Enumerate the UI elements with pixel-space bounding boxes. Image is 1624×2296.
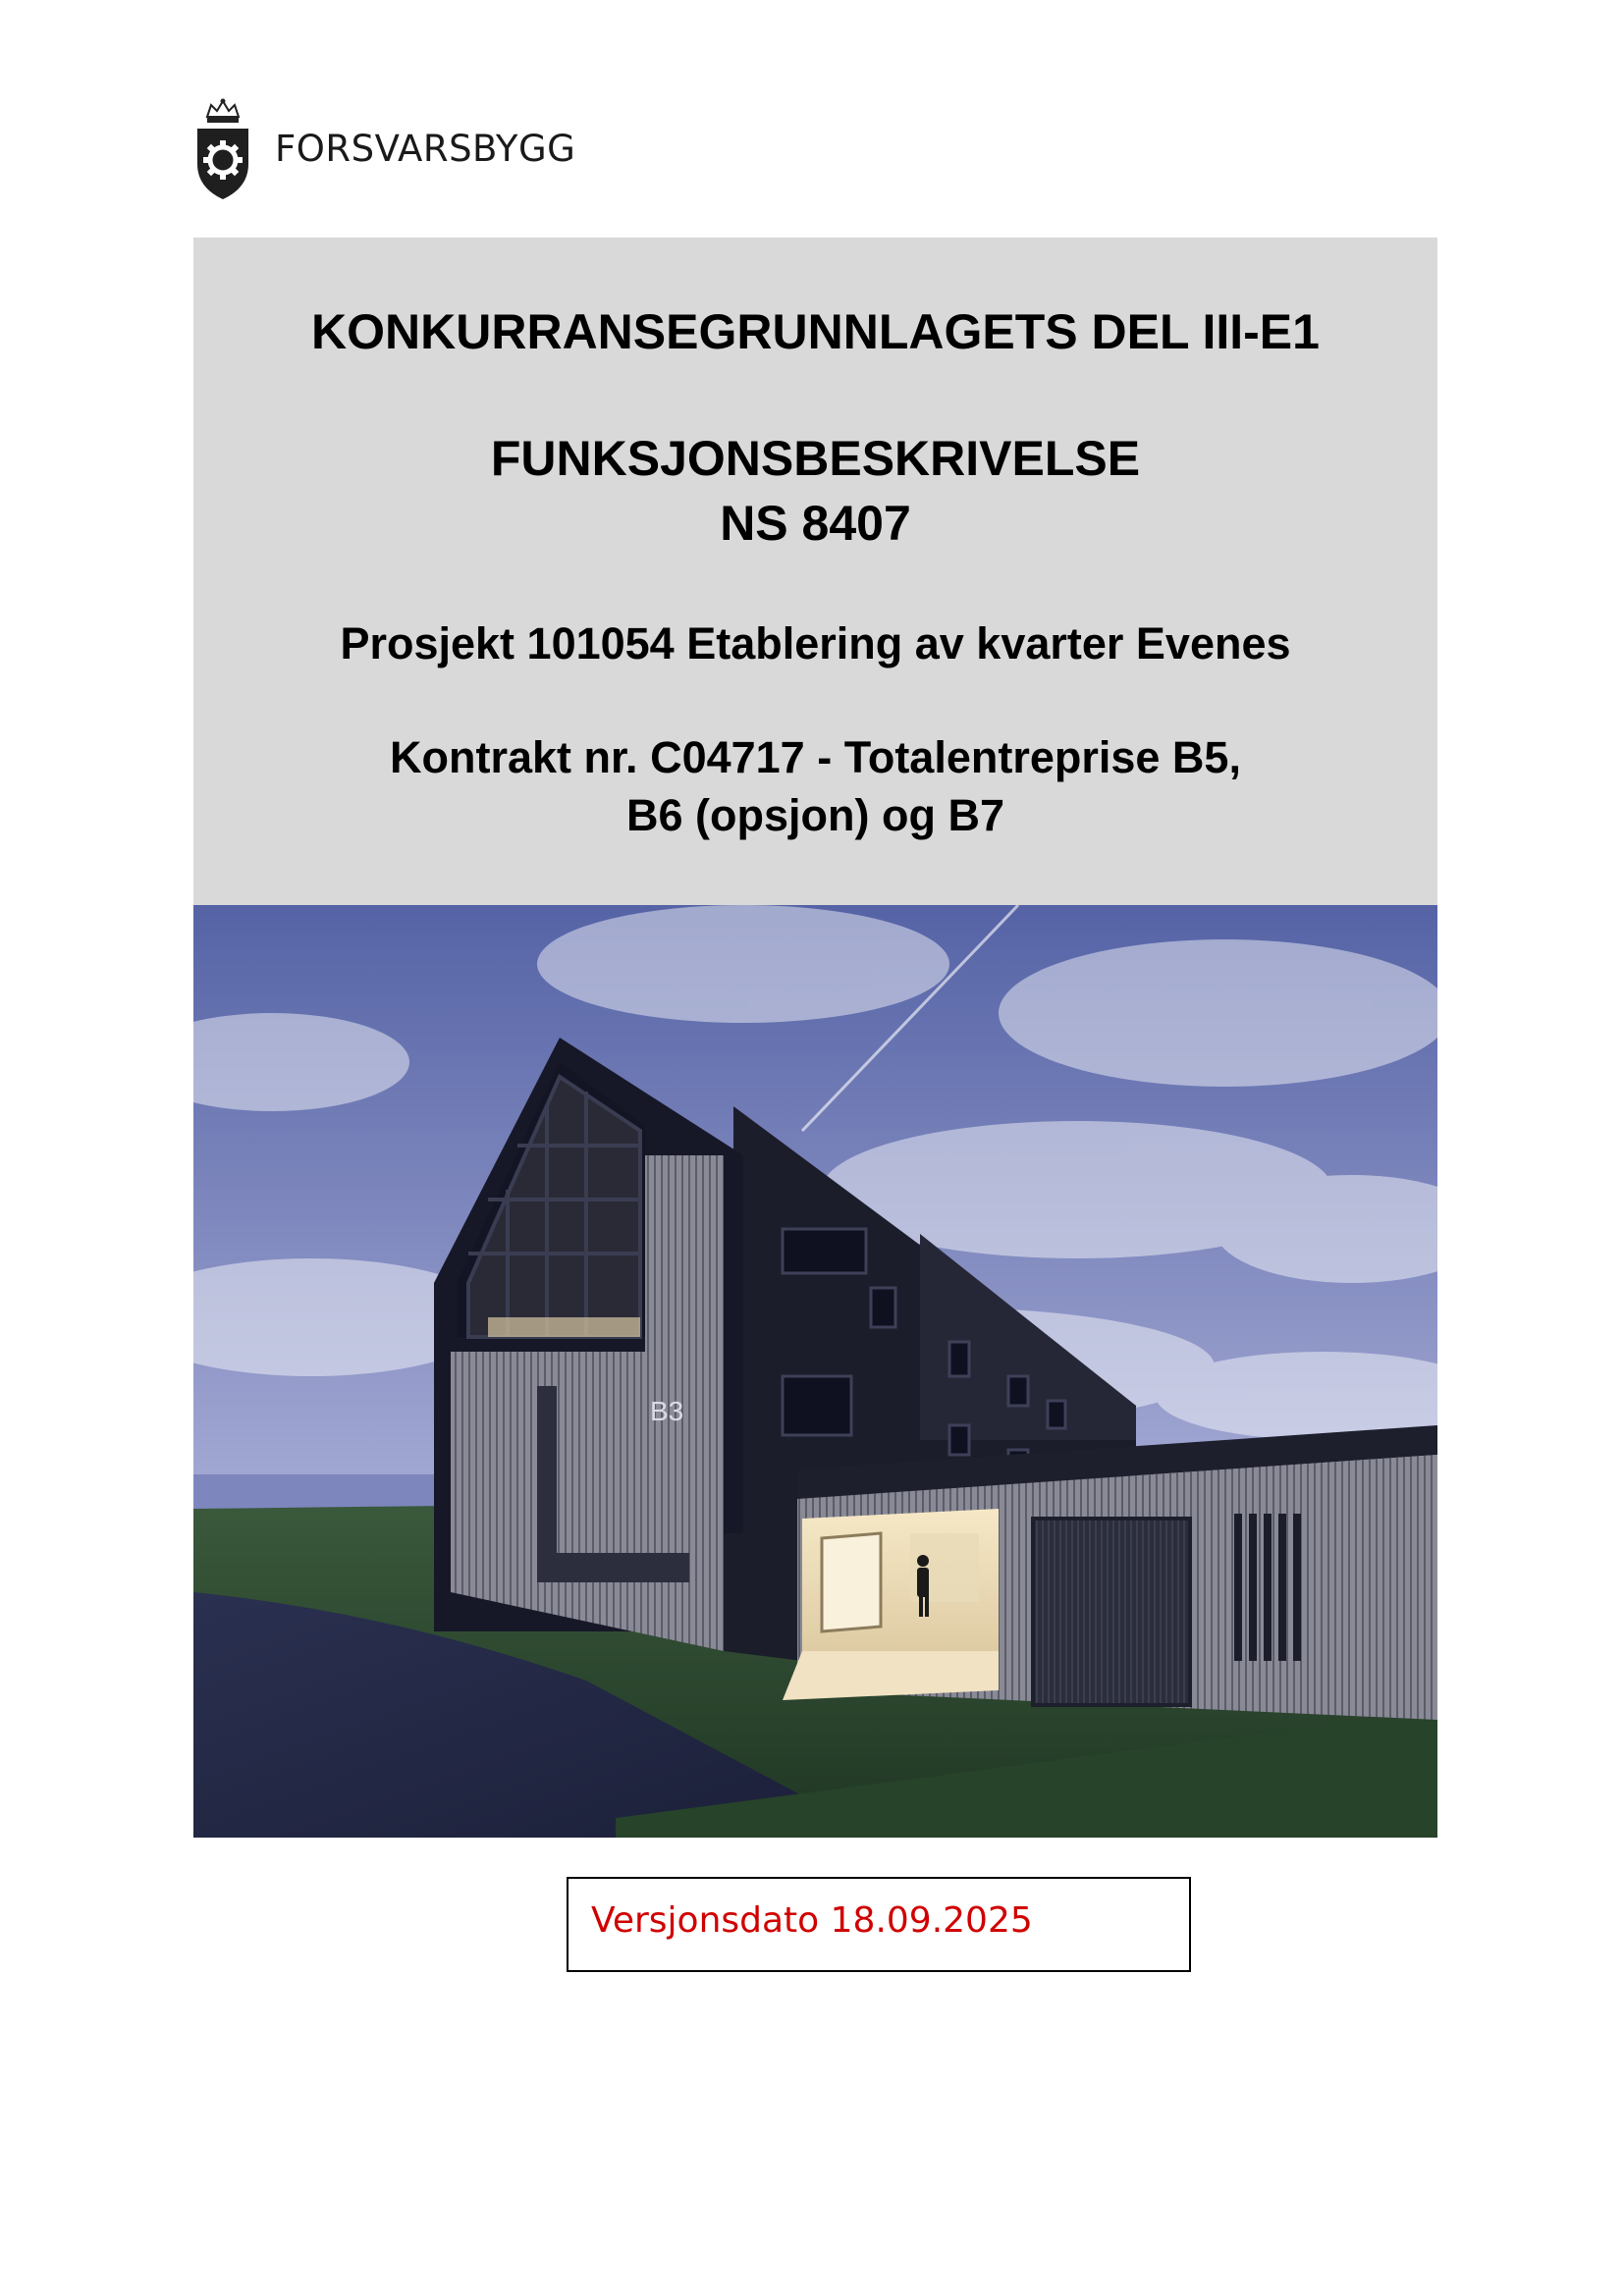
- contract-title-line2: B6 (opsjon) og B7: [626, 790, 1004, 840]
- logo-text: FORSVARSBYGG: [275, 128, 576, 170]
- building-label: B3: [650, 1396, 684, 1426]
- version-box: [567, 1877, 1191, 1972]
- logo: [193, 96, 576, 204]
- project-title: Prosjekt 101054 Etablering av kvarter Evenes: [340, 618, 1291, 668]
- document-type-title: FUNKSJONSBESKRIVELSE: [490, 431, 1141, 486]
- version-date: Versjonsdato 18.09.2025: [591, 1900, 1033, 1941]
- forsvarsbygg-crest-icon: [193, 97, 252, 203]
- document-part-title: KONKURRANSEGRUNNLAGETS DEL III-E1: [311, 304, 1320, 359]
- title-box: [193, 238, 1437, 905]
- cover-image: [193, 905, 1437, 1838]
- contract-title-line1: Kontrakt nr. C04717 - Totalentreprise B5,: [390, 732, 1241, 782]
- standard-title: NS 8407: [720, 496, 911, 551]
